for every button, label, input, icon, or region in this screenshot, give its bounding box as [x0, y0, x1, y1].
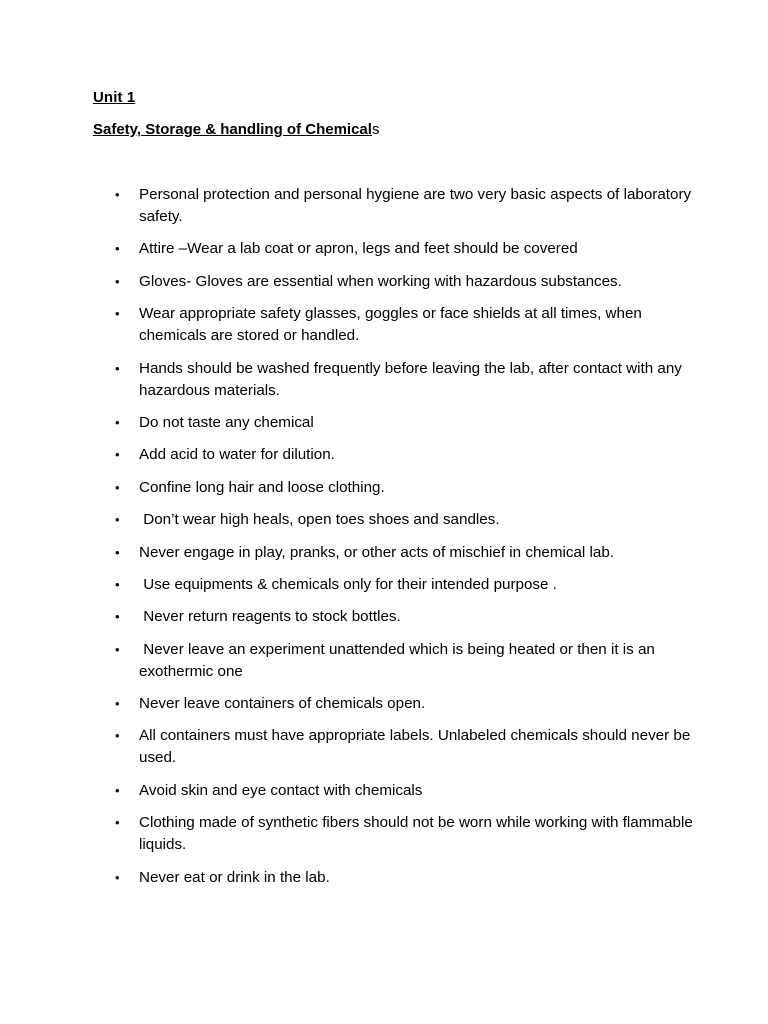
- bullet-icon: •: [115, 187, 120, 202]
- list-item: [115, 542, 695, 564]
- list-item: [115, 412, 695, 434]
- list-item: [115, 184, 695, 228]
- list-item: [115, 574, 695, 596]
- list-item-text: Gloves- Gloves are essential when working with hazardous substances.: [139, 272, 622, 290]
- list-item-text: Hands should be washed frequently before leaving the lab, after contact with any hazardous materials.: [139, 359, 687, 399]
- bullet-icon: •: [115, 609, 120, 625]
- list-item-text: Attire –Wear a lab coat or apron, legs and feet should be covered: [139, 240, 578, 258]
- bullet-icon: •: [115, 306, 120, 322]
- document-title: [93, 121, 379, 138]
- list-item: [115, 693, 695, 715]
- bullet-icon: •: [115, 696, 120, 712]
- list-item: [115, 509, 695, 531]
- list-item: [115, 444, 695, 466]
- list-item: [115, 358, 695, 402]
- list-item-text: All containers must have appropriate labels. Unlabeled chemicals should never be used.: [139, 727, 695, 767]
- list-item: [115, 725, 695, 769]
- list-item-text: Never leave an experiment unattended which is being heated or then it is an exothermic one: [139, 640, 660, 680]
- list-item-text: Never eat or drink in the lab.: [139, 868, 330, 886]
- bullet-icon: •: [115, 728, 120, 744]
- list-item: [115, 238, 695, 260]
- list-item: [115, 271, 695, 293]
- list-item: [115, 780, 695, 802]
- bullet-icon: •: [115, 512, 120, 528]
- list-item-text: Don’t wear high heals, open toes shoes and sandles.: [139, 511, 500, 529]
- document-title-underlined: Safety, Storage & handling of Chemical: [93, 121, 372, 138]
- list-item: [115, 812, 698, 856]
- bullet-icon: •: [115, 241, 120, 257]
- bullet-icon: •: [115, 641, 120, 657]
- list-item: [115, 867, 695, 889]
- bullet-icon: •: [115, 447, 120, 463]
- list-item: [115, 606, 695, 628]
- list-item: [115, 477, 695, 499]
- bullet-icon: •: [115, 815, 120, 831]
- list-item-text: Never return reagents to stock bottles.: [139, 608, 401, 626]
- list-item-text: Personal protection and personal hygiene are two very basic aspects of laboratory safety.: [139, 186, 696, 225]
- list-item-text: Add acid to water for dilution.: [139, 446, 335, 464]
- list-item-text: Clothing made of synthetic fibers should not be worn while working with flammable liquids.: [139, 814, 698, 854]
- list-item-text: Avoid skin and eye contact with chemicals: [139, 781, 423, 799]
- bullet-icon: •: [115, 360, 120, 376]
- list-item-text: Never engage in play, pranks, or other acts of mischief in chemical lab.: [139, 543, 614, 561]
- bullet-icon: •: [115, 414, 120, 430]
- bullet-icon: •: [115, 544, 120, 560]
- bullet-icon: •: [115, 273, 120, 289]
- safety-rules-list: [115, 184, 698, 899]
- bullet-icon: •: [115, 576, 120, 592]
- bullet-icon: •: [115, 782, 120, 798]
- unit-heading: Unit 1: [93, 89, 136, 106]
- list-item-text: Never leave containers of chemicals open.: [139, 695, 426, 713]
- bullet-icon: •: [115, 869, 120, 885]
- list-item-text: Do not taste any chemical: [139, 413, 314, 431]
- bullet-icon: •: [115, 479, 120, 495]
- list-item: [115, 303, 695, 347]
- document-title-tail: s: [371, 121, 380, 138]
- list-item-text: Use equipments & chemicals only for their intended purpose .: [139, 575, 557, 593]
- list-item-text: Confine long hair and loose clothing.: [139, 478, 385, 496]
- list-item-text: Wear appropriate safety glasses, goggles or face shields at all times, when chemicals are stored or handled.: [139, 305, 647, 345]
- list-item: [115, 639, 695, 683]
